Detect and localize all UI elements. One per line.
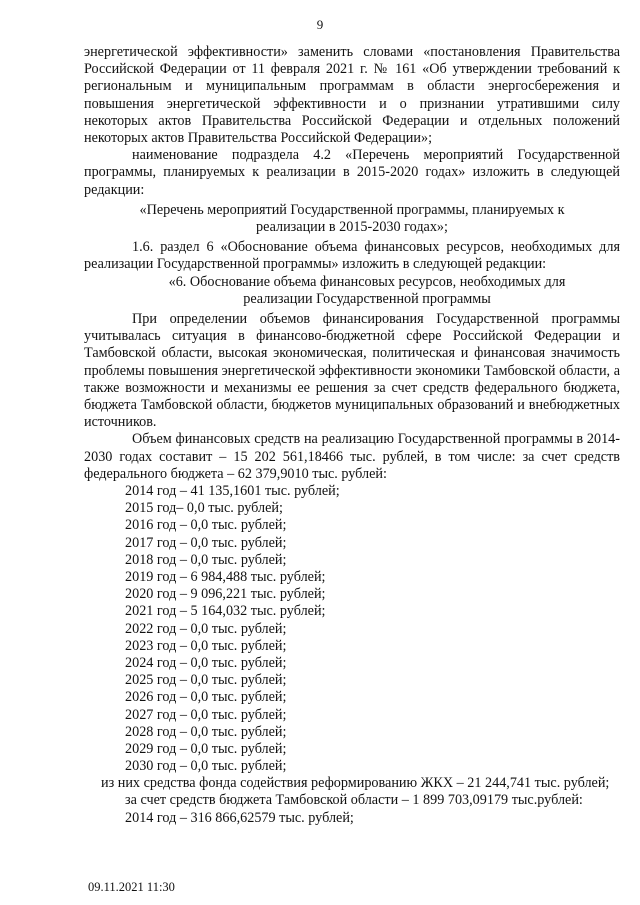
document-body bbox=[84, 44, 620, 827]
page-number: 9 bbox=[316, 17, 324, 32]
list-item: 2015 год– 0,0 тыс. рублей; bbox=[125, 500, 283, 517]
federal-budget-years bbox=[84, 483, 620, 775]
list-item: 2028 год – 0,0 тыс. рублей; bbox=[125, 723, 287, 740]
paragraph-subsection-name: наименование подраздела 4.2 «Перечень мероприятий Государственной программы, планируемых к реализации в 2015-2020 годах» изложить в следующей редакции: bbox=[84, 147, 620, 198]
section-6-title: «6. Обоснование объема финансовых ресурсов, необходимых для реализации Государственной программы bbox=[168, 273, 566, 307]
list-item: 2030 год – 0,0 тыс. рублей; bbox=[125, 758, 287, 775]
regional-budget-line: за счет средств бюджета Тамбовской области – 1 899 703,09179 тыс.рублей: bbox=[125, 792, 583, 809]
item-1-6: 1.6. раздел 6 «Обоснование объема финансовых ресурсов, необходимых для реализации Государственной программы» изложить в следующей редакции: bbox=[84, 239, 620, 273]
footer-timestamp: 09.11.2021 11:30 bbox=[88, 880, 175, 894]
list-item: 2019 год – 6 984,488 тыс. рублей; bbox=[125, 569, 326, 586]
paragraph-amendment: энергетической эффективности» заменить словами «постановления Правительства Российской Федерации от 11 февраля 2021 г. № 161 «Об утверждении требований к региональным и муниципальным программам в области энергосбережения и повышения энергетической эффективности и о признании утратившими силу некоторых актов Правительства Российской Федерации и отдельных положений некоторых актов Правительства Российской Федерации»; bbox=[84, 44, 620, 147]
list-item: 2021 год – 5 164,032 тыс. рублей; bbox=[125, 603, 326, 620]
fund-line: из них средства фонда содействия реформированию ЖКХ – 21 244,741 тыс. рублей; bbox=[101, 775, 610, 792]
list-item: 2016 год – 0,0 тыс. рублей; bbox=[125, 517, 287, 534]
quoted-list-title: «Перечень мероприятий Государственной программы, планируемых к реализации в 2015-2030 годах»; bbox=[139, 201, 565, 236]
list-item: 2014 год – 316 866,62579 тыс. рублей; bbox=[125, 809, 354, 826]
paragraph-determination: При определении объемов финансирования Государственной программы учитывалась ситуация в финансово-бюджетной сфере Российской Федерации и Тамбовской области, высокая экономическая, политическая и финансовая значимость проблемы повышения энергетической эффективности экономики Тамбовской области, а также возможности и механизмы ее решения за счет средств федерального бюджета, бюджета Тамбовской области, бюджетов муниципальных образований и внебюджетных источников. bbox=[84, 311, 620, 431]
list-item: 2014 год – 41 135,1601 тыс. рублей; bbox=[125, 483, 340, 500]
regional-budget-years bbox=[84, 810, 620, 827]
list-item: 2026 год – 0,0 тыс. рублей; bbox=[125, 689, 287, 706]
list-item: 2025 год – 0,0 тыс. рублей; bbox=[125, 672, 287, 689]
list-item: 2024 год – 0,0 тыс. рублей; bbox=[125, 654, 287, 671]
list-item: 2029 год – 0,0 тыс. рублей; bbox=[125, 740, 287, 757]
list-item: 2022 год – 0,0 тыс. рублей; bbox=[125, 620, 287, 637]
list-item: 2020 год – 9 096,221 тыс. рублей; bbox=[125, 586, 326, 603]
list-item: 2018 год – 0,0 тыс. рублей; bbox=[125, 551, 287, 568]
list-item: 2017 год – 0,0 тыс. рублей; bbox=[125, 534, 287, 551]
list-item: 2027 год – 0,0 тыс. рублей; bbox=[125, 706, 287, 723]
paragraph-volume: Объем финансовых средств на реализацию Государственной программы в 2014-2030 годах составит – 15 202 561,18466 тыс. рублей, в том числе: за счет средств федерального бюджета – 62 379,9010 тыс. рублей: bbox=[84, 431, 620, 482]
list-item: 2023 год – 0,0 тыс. рублей; bbox=[125, 637, 287, 654]
